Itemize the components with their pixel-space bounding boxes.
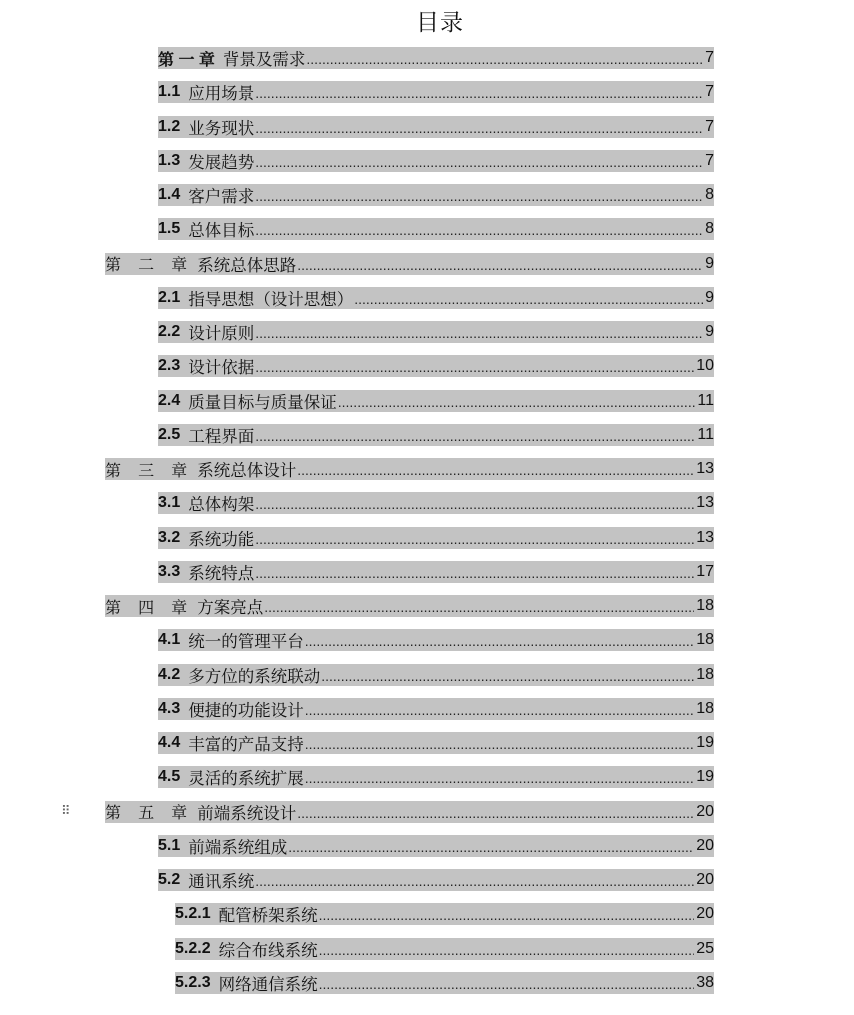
- toc-entry-number: 5.2: [158, 871, 181, 888]
- toc-leader-dots: [255, 188, 703, 204]
- toc-entry-number: 5.2.1: [175, 905, 211, 923]
- toc-entry[interactable]: [158, 150, 714, 172]
- toc-leader-dots: [305, 702, 694, 718]
- toc-entry-title: 多方位的系统联动: [188, 666, 321, 686]
- toc-entry[interactable]: [158, 184, 714, 206]
- toc-entry-number: 4.5: [158, 768, 181, 786]
- toc-leader-dots: [255, 565, 694, 581]
- toc-entry-title: 通讯系统: [188, 872, 255, 891]
- toc-page-number: 7: [705, 49, 714, 66]
- toc-entry-title: 总体构架: [188, 495, 255, 515]
- toc-leader-dots: [297, 805, 694, 821]
- toc-page-number: 20: [696, 836, 714, 854]
- toc-entry[interactable]: [158, 81, 714, 103]
- toc-page-number: 9: [705, 254, 714, 272]
- toc-entry[interactable]: [158, 698, 714, 720]
- toc-entry-title: 设计原则: [188, 324, 255, 343]
- toc-page-number: 11: [697, 425, 714, 443]
- toc-page-number: 18: [696, 597, 714, 614]
- toc-entry-title: 配管桥架系统: [218, 906, 318, 926]
- toc-leader-dots: [255, 531, 694, 547]
- drag-handle-icon[interactable]: ⠿: [61, 804, 71, 819]
- toc-leader-dots: [288, 839, 694, 855]
- toc-entry[interactable]: [105, 458, 714, 480]
- toc-entry-number: 2.2: [158, 323, 181, 340]
- toc-page-number: 13: [696, 528, 714, 546]
- toc-page-number: 13: [696, 460, 714, 477]
- toc-leader-dots: [264, 599, 694, 615]
- toc-entry[interactable]: [105, 801, 714, 823]
- toc-leader-dots: [297, 462, 694, 478]
- toc-entry-title: 工程界面: [188, 426, 255, 446]
- toc-entry-title: 便捷的功能设计: [188, 700, 304, 720]
- toc-entry-number: 4.1: [158, 631, 181, 649]
- toc-entry[interactable]: [158, 869, 714, 891]
- toc-entry-title: 指导思想（设计思想）: [188, 289, 354, 309]
- toc-entry-title: 客户需求: [188, 187, 255, 206]
- toc-entry-number: 2.3: [158, 357, 181, 375]
- toc-entry[interactable]: [158, 766, 714, 788]
- toc-entry-number: 3.3: [158, 562, 181, 580]
- toc-entry-number: 4.4: [158, 734, 181, 751]
- toc-entry[interactable]: [158, 116, 714, 138]
- toc-entry-title: 系统总体设计: [197, 461, 297, 480]
- toc-entry-number: 3.1: [158, 494, 181, 512]
- toc-entry[interactable]: [158, 321, 714, 343]
- toc-entry-title: 系统功能: [188, 529, 255, 549]
- toc-entry-number: 第 二 章: [105, 255, 194, 274]
- toc-entry-title: 前端系统设计: [197, 803, 297, 823]
- toc-entry-title: 丰富的产品支持: [188, 735, 304, 754]
- toc-leader-dots: [255, 873, 694, 889]
- toc-entry[interactable]: [158, 390, 714, 412]
- toc-leader-dots: [319, 907, 695, 923]
- toc-leader-dots: [297, 257, 703, 273]
- toc-leader-dots: [305, 633, 694, 649]
- toc-page-number: 7: [705, 83, 714, 101]
- toc-entry-title: 综合布线系统: [218, 940, 318, 960]
- toc-leader-dots: [255, 154, 703, 170]
- toc-entry-number: 第 一 章: [158, 51, 215, 69]
- toc-entry[interactable]: [158, 287, 714, 309]
- toc-entry-number: 2.1: [158, 288, 181, 306]
- toc-page-number: 25: [696, 939, 714, 957]
- toc-leader-dots: [321, 668, 694, 684]
- toc-leader-dots: [255, 85, 703, 101]
- toc-page-number: 17: [696, 562, 714, 580]
- toc-entry[interactable]: [105, 595, 714, 617]
- toc-entry-number: 1.5: [158, 220, 181, 238]
- toc-page-number: 20: [696, 871, 714, 888]
- toc-page-number: 38: [696, 973, 714, 991]
- toc-entry-number: 4.3: [158, 699, 181, 717]
- toc-leader-dots: [255, 496, 694, 512]
- toc-page-number: 18: [696, 699, 714, 717]
- toc-leader-dots: [305, 736, 694, 752]
- toc-entry[interactable]: [175, 972, 714, 994]
- toc-entry[interactable]: [158, 835, 714, 857]
- toc-leader-dots: [255, 325, 703, 341]
- toc-entry-number: 5.1: [158, 836, 181, 854]
- toc-page-number: 7: [705, 151, 714, 169]
- toc-entry-title: 应用场景: [188, 84, 255, 104]
- toc-entry-title: 总体目标: [188, 221, 255, 241]
- page-title: 目录: [416, 10, 464, 36]
- toc-page-number: 9: [705, 323, 714, 340]
- toc-entry-number: 1.1: [158, 83, 181, 101]
- toc-page-number: 20: [696, 905, 714, 923]
- toc-entry-number: 第 五 章: [105, 803, 194, 822]
- toc-entry-title: 统一的管理平台: [188, 632, 304, 652]
- toc-entry-number: 第 三 章: [105, 460, 194, 480]
- toc-entry-title: 质量目标与质量保证: [188, 392, 337, 412]
- toc-entry-title: 灵活的系统扩展: [188, 769, 304, 789]
- toc-entry-number: 5.2.2: [175, 939, 211, 957]
- toc-leader-dots: [255, 222, 703, 238]
- toc-entry[interactable]: [158, 561, 714, 583]
- toc-entry[interactable]: [158, 492, 714, 514]
- toc-page-number: 8: [705, 186, 714, 203]
- toc-entry[interactable]: [158, 629, 714, 651]
- toc-entry[interactable]: [158, 424, 714, 446]
- toc-page-number: 20: [696, 802, 714, 820]
- toc-leader-dots: [354, 291, 703, 307]
- toc-entry-number: 第 四 章: [105, 597, 194, 617]
- toc-entry-number: 2.5: [158, 425, 181, 443]
- toc-entry-title: 方案亮点: [197, 598, 264, 617]
- toc-page-number: 19: [696, 734, 714, 751]
- toc-entry-number: 4.2: [158, 665, 181, 683]
- toc-page-number: 18: [696, 665, 714, 683]
- toc-page-number: 10: [696, 357, 714, 375]
- toc-entry-title: 发展趋势: [188, 152, 255, 172]
- toc-page-number: 19: [696, 768, 714, 786]
- toc-leader-dots: [255, 359, 694, 375]
- toc-entry[interactable]: [105, 253, 714, 275]
- toc-entry-title: 系统总体思路: [197, 255, 297, 275]
- toc-leader-dots: [319, 976, 695, 992]
- toc-page-number: 7: [705, 117, 714, 135]
- toc-page-number: 13: [696, 494, 714, 512]
- toc-page-number: 11: [697, 391, 714, 409]
- toc-entry[interactable]: [158, 732, 714, 754]
- toc-entry-title: 背景及需求: [222, 50, 306, 69]
- toc-page-number: 18: [696, 631, 714, 649]
- toc-leader-dots: [306, 51, 703, 67]
- toc-entry[interactable]: [158, 664, 714, 686]
- toc-entry[interactable]: [175, 938, 714, 960]
- toc-entry[interactable]: [158, 47, 714, 69]
- toc-entry-title: 前端系统组成: [188, 837, 288, 857]
- toc-entry-number: 1.3: [158, 151, 181, 169]
- toc-entry[interactable]: [158, 355, 714, 377]
- toc-entry-number: 5.2.3: [175, 973, 211, 991]
- toc-entry-number: 2.4: [158, 391, 181, 409]
- toc-leader-dots: [305, 770, 694, 786]
- toc-entry[interactable]: [158, 527, 714, 549]
- toc-entry-title: 网络通信系统: [218, 974, 318, 994]
- toc-leader-dots: [255, 428, 695, 444]
- toc-entry-title: 业务现状: [188, 118, 255, 138]
- toc-leader-dots: [255, 120, 703, 136]
- toc-entry-title: 系统特点: [188, 563, 255, 583]
- toc-leader-dots: [319, 942, 695, 958]
- toc-entry-number: 1.4: [158, 186, 181, 203]
- toc-entry-title: 设计依据: [188, 358, 255, 378]
- toc-page-number: 9: [705, 288, 714, 306]
- toc-entry-number: 1.2: [158, 117, 181, 135]
- toc-entry[interactable]: [158, 218, 714, 240]
- toc-page-number: 8: [705, 220, 714, 238]
- toc-entry-number: 3.2: [158, 528, 181, 546]
- toc-entry[interactable]: [175, 903, 714, 925]
- toc-leader-dots: [338, 394, 696, 410]
